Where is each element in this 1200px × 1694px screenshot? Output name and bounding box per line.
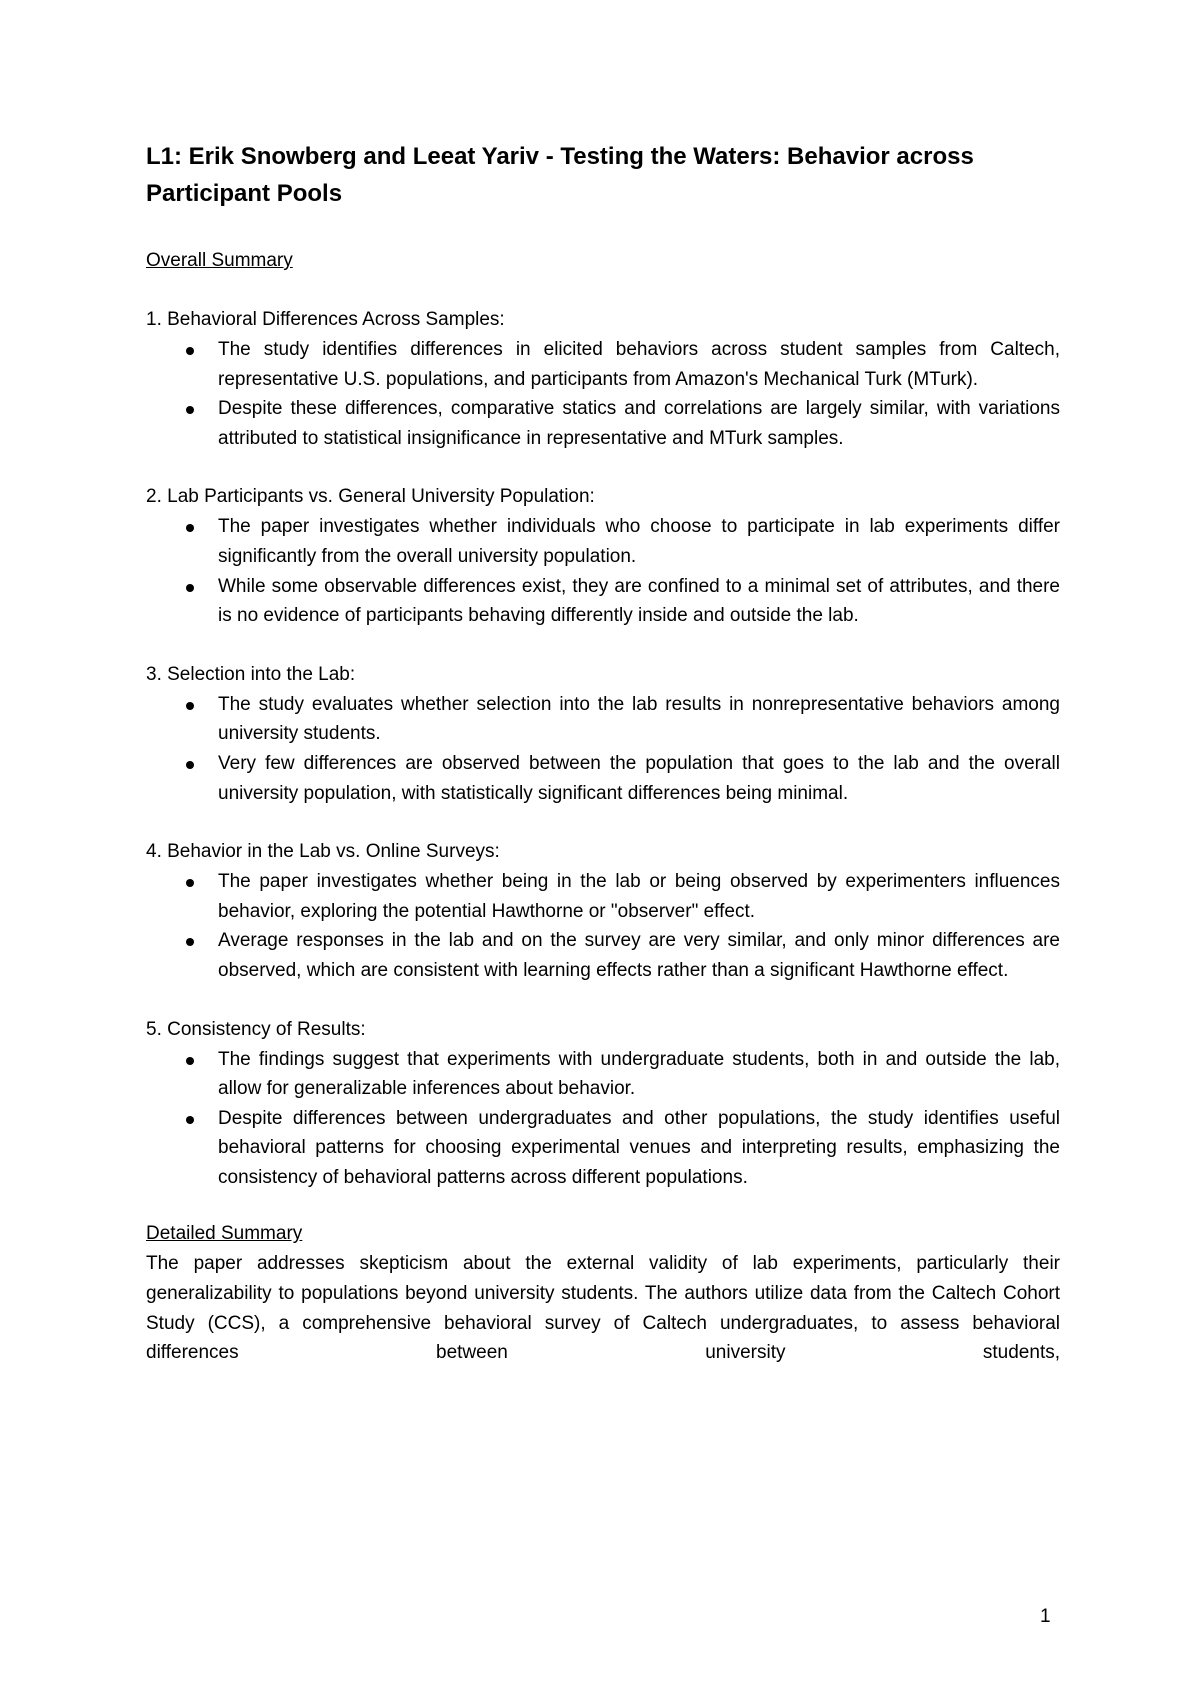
bullet-text: The study evaluates whether selection into the lab results in nonrepresentative behaviors among university students. bbox=[218, 693, 1060, 745]
bullet-item bbox=[146, 749, 1060, 808]
document-title: L1: Erik Snowberg and Leeat Yariv - Testing the Waters: Behavior across Participant Pools bbox=[146, 143, 974, 207]
bullet-text: Average responses in the lab and on the survey are very similar, and only minor differences are observed, which are consistent with learning effects rather than a significant Hawthorne effect. bbox=[218, 930, 1060, 981]
summary-sections bbox=[146, 305, 1060, 1192]
section-title: 4. Behavior in the Lab vs. Online Surveys: bbox=[146, 841, 500, 863]
bullet-item bbox=[146, 512, 1060, 571]
page-number: 1 bbox=[1040, 1606, 1051, 1627]
bullet-list bbox=[146, 867, 1060, 985]
bullet-text: The paper investigates whether individuals who choose to participate in lab experiments differ significantly from the overall university population. bbox=[218, 516, 1060, 567]
bullet-dot-icon bbox=[186, 1057, 194, 1065]
section-title: 5. Consistency of Results: bbox=[146, 1018, 366, 1040]
bullet-item bbox=[146, 867, 1060, 926]
bullet-item bbox=[146, 394, 1060, 453]
summary-section bbox=[146, 305, 1060, 453]
summary-section bbox=[146, 1015, 1060, 1193]
section-title: 2. Lab Participants vs. General University Population: bbox=[146, 486, 595, 508]
bullet-text: The study identifies differences in elicited behaviors across student samples from Caltech, representative U.S. populations, and participants from Amazon's Mechanical Turk (MTurk). bbox=[218, 339, 1060, 390]
bullet-dot-icon bbox=[186, 879, 194, 887]
bullet-item bbox=[146, 926, 1060, 985]
bullet-item bbox=[146, 1104, 1060, 1193]
bullet-text: Despite these differences, comparative statics and correlations are largely similar, with variations attributed to statistical insignificance in representative and MTurk samples. bbox=[218, 398, 1060, 449]
bullet-list bbox=[146, 690, 1060, 808]
bullet-dot-icon bbox=[186, 406, 194, 414]
bullet-text: Despite differences between undergraduates and other populations, the study identifies useful behavioral patterns for choosing experimental venues and interpreting results, emphasizing the consistency of behavioral patterns across different populations. bbox=[218, 1107, 1060, 1188]
bullet-dot-icon bbox=[186, 1116, 194, 1124]
bullet-item bbox=[146, 572, 1060, 631]
bullet-text: Very few differences are observed between the population that goes to the lab and the overall university population, with statistically significant differences being minimal. bbox=[218, 752, 1060, 804]
bullet-item bbox=[146, 1045, 1060, 1104]
detailed-summary-heading: Detailed Summary bbox=[146, 1223, 303, 1245]
bullet-dot-icon bbox=[186, 938, 194, 946]
section-title: 3. Selection into the Lab: bbox=[146, 663, 356, 685]
bullet-item bbox=[146, 335, 1060, 394]
document-content bbox=[146, 138, 1060, 1368]
bullet-dot-icon bbox=[186, 524, 194, 532]
bullet-dot-icon bbox=[186, 702, 194, 710]
overall-summary-heading: Overall Summary bbox=[146, 250, 293, 271]
summary-section bbox=[146, 837, 1060, 985]
section-title: 1. Behavioral Differences Across Samples: bbox=[146, 309, 505, 330]
bullet-text: While some observable differences exist, they are confined to a minimal set of attributes, and there is no evidence of participants behaving differently inside and outside the lab. bbox=[218, 575, 1060, 627]
bullet-text: The findings suggest that experiments with undergraduate students, both in and outside the lab, allow for generalizable inferences about behavior. bbox=[218, 1048, 1060, 1100]
bullet-list bbox=[146, 335, 1060, 453]
detailed-summary-text: The paper addresses skepticism about the external validity of lab experiments, particularly their generalizability to populations beyond university students. The authors utilize data from the Caltech Cohort Study (CCS), a comprehensive behavioral survey of Caltech undergraduates, to assess behavioral differences between university students, bbox=[146, 1253, 1060, 1364]
bullet-dot-icon bbox=[186, 347, 194, 355]
bullet-dot-icon bbox=[186, 584, 194, 592]
bullet-list bbox=[146, 1045, 1060, 1193]
bullet-item bbox=[146, 690, 1060, 749]
summary-section bbox=[146, 482, 1060, 630]
bullet-dot-icon bbox=[186, 761, 194, 769]
bullet-text: The paper investigates whether being in the lab or being observed by experimenters influences behavior, exploring the potential Hawthorne or "observer" effect. bbox=[218, 871, 1060, 922]
summary-section bbox=[146, 660, 1060, 808]
bullet-list bbox=[146, 512, 1060, 630]
